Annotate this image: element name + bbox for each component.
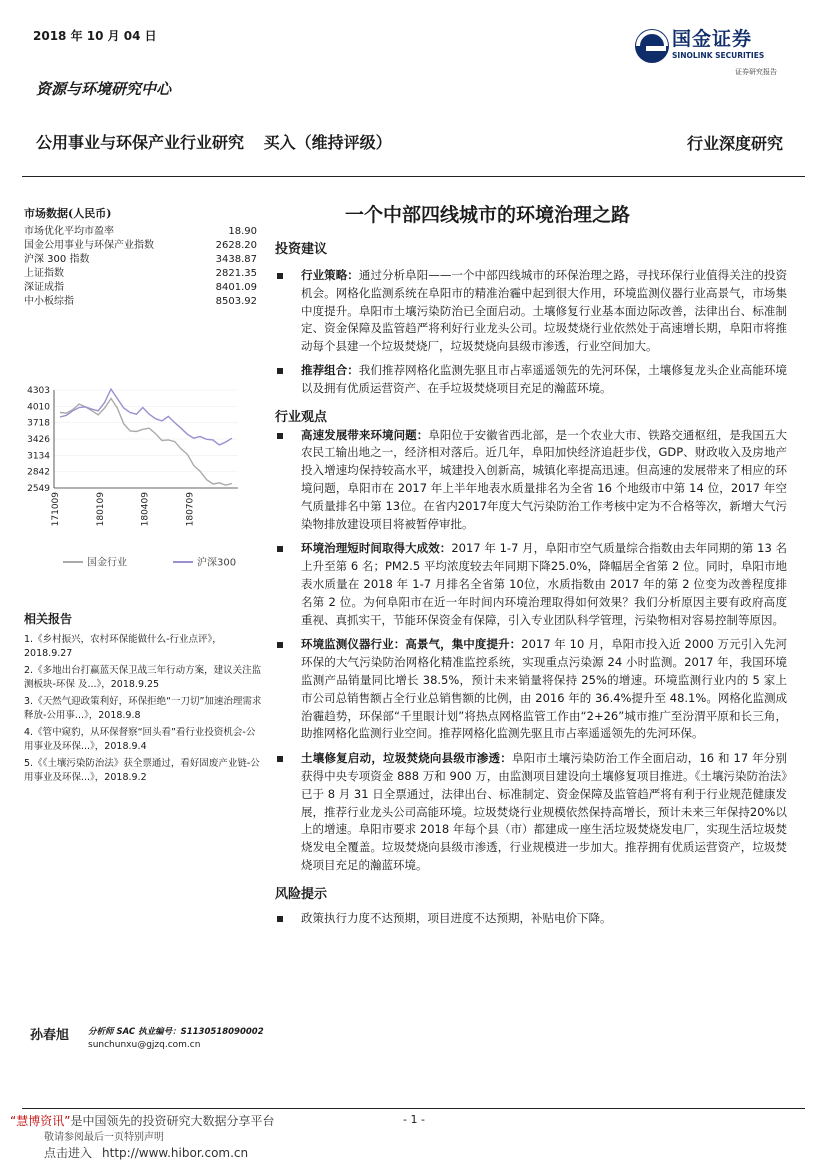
- logo-text-en: SINOLINK SECURITIES: [672, 51, 765, 60]
- y-tick-label: 3426: [27, 435, 50, 445]
- market-data-table: [24, 225, 257, 309]
- index-line-chart: [18, 380, 258, 580]
- bullet-icon: [277, 756, 283, 762]
- invest-bullet: 行业策略：通过分析阜阳——一个中部四线城市的环保治理之路，寻找环保行业值得关注的投资机会。网格化监测系统在阜阳市的精准治霾中起到很大作用，环境监测仪器行业高景气，市场集中度提升。阜阳市土壤污染防治已全面启动。土壤修复行业基本面边际改善，法律出台、标准制定、资金保障及监管趋严将利好行业龙头公司。垃圾焚烧行业依然处于高速增长期，阜阳市将推动每个县建一个垃圾焚烧厂，垃圾焚烧向县级市渗透，行业空间加大。: [275, 267, 787, 356]
- market-row: 国金公用事业与环保产业指数 2628.20: [24, 240, 257, 251]
- x-tick-label: 171009: [51, 492, 61, 527]
- market-row: 沪深 300 指数 3438.87: [24, 254, 257, 265]
- x-tick-label: 180409: [140, 492, 151, 527]
- y-tick-label: 3718: [27, 418, 50, 429]
- related-heading: 相关报告: [24, 612, 73, 626]
- section-view-heading: 行业观点: [275, 409, 328, 425]
- related-reports: [24, 610, 264, 785]
- market-row: 中小板综指 8503.92: [24, 296, 257, 307]
- related-item[interactable]: 5.《《土壤污染防治法》获全票通过，看好固废产业链-公用事业及环保...》，2018.9.2: [24, 758, 260, 783]
- footer-brand: “慧博资讯”是中国领先的投资研究大数据分享平台: [10, 1114, 275, 1128]
- page-number: - 1 -: [403, 1113, 425, 1126]
- related-item[interactable]: 2.《多地出台打赢蓝天保卫战三年行动方案，建议关注监测板块-环保 及...》，2018.9.25: [24, 665, 262, 690]
- invest-bullet: 推荐组合：我们推荐网格化监测先驱且市占率遥遥领先的先河环保，土壤修复龙头企业高能环境以及拥有优质运营资产、在手垃圾焚烧项目充足的瀚蓝环境。: [275, 362, 787, 398]
- y-tick-label: 4303: [27, 386, 50, 396]
- view-bullet: 环境治理短时间取得大成效：2017 年 1-7 月，阜阳市空气质量综合指数由去年同期的第 13 名上升至第 6 名；PM2.5 平均浓度较去年同期下降25.0%，降幅居全省第 2 位。同时，阜阳市地表水质量在 2018 年 1-7 月排名全省第 10位，水质指数由 2017 年的第 2 位变为改善程度排名第 2 位。为何阜阳市在近一年时间内环境治理取得如何效果？我们分析原因主要有政府高度重视、真抓实干，节能环保资金有保障，引入专业团队科学管理，污染物相对容易控制等原因。: [275, 540, 787, 629]
- main-content: [275, 238, 787, 928]
- analyst-name: 孙春旭: [30, 1028, 70, 1043]
- bullet-icon: [277, 546, 283, 552]
- related-item[interactable]: 1.《乡村振兴，农村环保能做什么-行业点评》，2018.9.27: [24, 634, 222, 659]
- section-risk-heading: 风险提示: [275, 886, 328, 902]
- market-row: 市场优化平均市盈率 18.90: [24, 226, 257, 237]
- rating-label: 买入（维持评级）: [263, 133, 392, 152]
- risk-bullet: 政策执行力度不达预期，项目进度不达预期，补贴电价下降。: [275, 910, 787, 928]
- legend-label: 沪深300: [197, 557, 237, 569]
- analyst-sac: 分析师 SAC 执业编号：S1130518090002: [88, 1027, 264, 1037]
- footer-link[interactable]: 点击进入 http://www.hibor.com.cn: [44, 1146, 249, 1160]
- y-tick-label: 4010: [27, 402, 50, 413]
- header-divider: [22, 176, 805, 177]
- x-tick-label: 180709: [185, 492, 196, 527]
- y-tick-label: 2842: [27, 467, 50, 478]
- research-center: 资源与环境研究中心: [36, 80, 172, 98]
- market-data-panel: [24, 205, 257, 309]
- footer-divider: [22, 1108, 805, 1109]
- market-row: 深证成指 8401.09: [24, 282, 257, 293]
- report-type: 行业深度研究: [686, 134, 783, 153]
- y-tick-label: 2549: [27, 484, 50, 494]
- x-tick-label: 180109: [95, 492, 106, 527]
- report-title: [36, 130, 392, 153]
- footer-disclaimer: 敬请参阅最后一页特别声明: [44, 1132, 164, 1143]
- section-invest-heading: 投资建议: [275, 242, 328, 257]
- logo-mark-icon: [632, 26, 672, 66]
- bullet-icon: [277, 368, 283, 374]
- market-data-heading: 市场数据(人民币): [24, 207, 112, 220]
- market-row: 上证指数 2821.35: [24, 268, 257, 279]
- view-bullet: 土壤修复启动，垃圾焚烧向县级市渗透：阜阳市土壤污染防治工作全面启动，16 和 17 年分别获得中央专项资金 888 万和 900 万，由监测项目建设向土壤修复项目推进。《土壤污染防治法》已于 8 月 31 日全票通过，法律出台、标准制定、资金保障及监管趋严将有利于行业规范健康发展，推荐行业龙头公司高能环境。垃圾焚烧行业规模依然保持高增长，预计未来三年保持20%以上的增速。阜阳市要求 2018 年每个县（市）都建成一座生活垃圾焚烧发电厂，实现生活垃圾焚烧发电全覆盖。垃圾焚烧向县级市渗透，行业规模进一步加大。推荐拥有优质运营资产，垃圾焚烧项目充足的瀚蓝环境。: [275, 750, 787, 875]
- related-item[interactable]: 3.《天然气迎政策利好，环保拒绝“一刀切”加速治理需求释放-公用事...》，2018.9.8: [24, 696, 262, 721]
- analyst-email[interactable]: sunchunxu@gjzq.com.cn: [88, 1040, 201, 1050]
- related-item[interactable]: 4.《管中窥豹，从环保督察“回头看”看行业投资机会-公用事业及环保...》，2018.9.4: [24, 727, 256, 752]
- view-bullet: 高速发展带来环境问题：阜阳位于安徽省西北部，是一个农业大市、铁路交通枢纽，是我国五大农民工输出地之一，经济相对落后。近几年，阜阳加快经济追赶步伐，GDP、财政收入及房地产投入增速均保持较高水平，城建投入创新高，城镇化率提高迅速。但高速的发展带来了相应的环境问题，阜阳市在 2017 年上半年地表水质量排名为全省 16 个地级市中第 14 位，2017 年空气质量排名中第 13位。在省内2017年度大气污染防治工作考核中定为不合格等次，新增大气污染物排放建设项目将被暂停审批。: [275, 427, 787, 534]
- bullet-icon: [277, 642, 283, 648]
- bullet-icon: [277, 433, 283, 439]
- report-category-label: 证券研究报告: [735, 68, 777, 76]
- main-title: 一个中部四线城市的环境治理之路: [345, 204, 631, 226]
- report-date: 2018 年 10 月 04 日: [33, 29, 157, 43]
- legend-label: 国金行业: [87, 557, 127, 569]
- bullet-icon: [277, 273, 283, 279]
- bullet-icon: [277, 916, 283, 922]
- industry-research-label: 公用事业与环保产业行业研究: [36, 133, 245, 152]
- series-line: [60, 389, 232, 445]
- y-tick-label: 3134: [27, 451, 50, 462]
- view-bullet: 环境监测仪器行业：高景气，集中度提升：2017 年 10 月，阜阳市投入近 2000 万元引入先河环保的大气污染防治网格化精准监控系统，实现重点污染源 24 小时监测。2017 年，我国环境监测产品销量同比增长 38.5%，预计未来销量将保持 25%的增速。环境监测行业内的 5 家上市公司总销售额占全行业总销售额的比例，由 2016 年的 36.4%提升至 48.1%。网格化监测成治霾趋势，环保部“千里眼计划”将热点网格监管工作由“2+26”城市推广至汾渭平原和长三角，助推网格化监测行业空间。推荐网格化监测先驱且市占率遥遥领先的先河环保。: [275, 636, 787, 743]
- logo-text-cn: 国金证券: [672, 28, 753, 50]
